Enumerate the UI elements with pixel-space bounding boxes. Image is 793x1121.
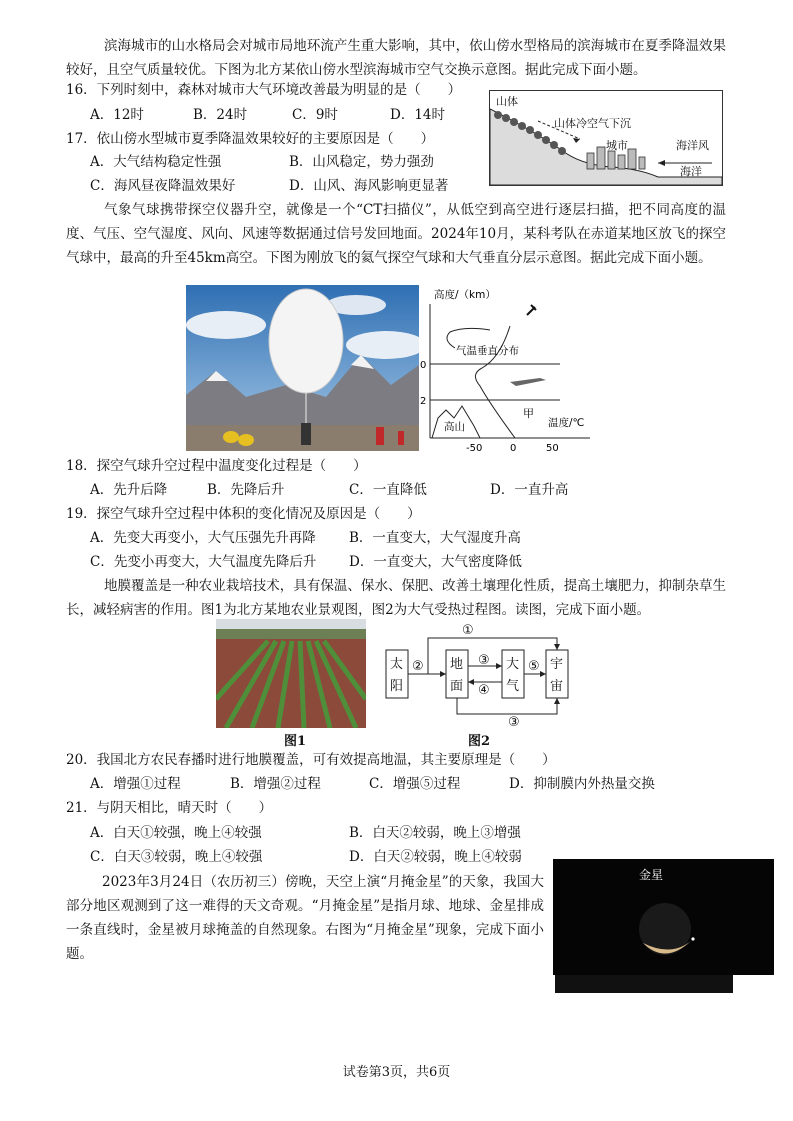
fig2-x-axis-label: 温度/℃	[548, 417, 585, 429]
q17-stem: 17．依山傍水型城市夏季降温效果较好的主要原因是（ ）	[66, 131, 435, 147]
ground-label-1: 地	[450, 657, 464, 672]
intro-paragraph-3: 地膜覆盖是一种农业栽培技术，具有保温、保水、保肥、改善土壤理化性质，提高土壤肥力，抑制杂草生长，减轻病害的作用。图1为北方某地农业景观图，图2为大气受热过程图。读图，完成下面小题。	[66, 578, 726, 618]
intro-paragraph-4: 2023年3月24日（农历初三）傍晚，天空上演“月掩金星”的天象，我国大部分地区观测到了这一难得的天文奇观。“月掩金星”是指月球、地球、金星排成一条直线时，金星被月球掩盖的自然现象。右图为“月掩金星”现象，完成下面小题。	[66, 874, 544, 962]
atmos-label-2: 气	[506, 679, 520, 694]
fig2-y-axis-label: 高度/（km）	[434, 289, 496, 301]
atmos-label-1: 大	[506, 657, 520, 672]
q21-stem: 21．与阴天相比，晴天时（ ）	[66, 800, 273, 816]
space-label-1: 宇	[550, 657, 564, 672]
q18-option-b[interactable]: B．先降后升	[207, 482, 285, 498]
q16-option-a[interactable]: A．12时	[90, 107, 144, 123]
fig1-sea-wind-label: 海洋风	[676, 139, 709, 152]
fig1-ocean-label: 海洋	[680, 165, 702, 178]
atmosphere-heating-diagram	[384, 620, 574, 728]
q21-option-a[interactable]: A．白天①较强，晚上④较强	[90, 825, 262, 841]
farmland-photo	[216, 619, 366, 728]
fig1-city-label: 城市	[606, 139, 628, 152]
venus-label: 金星	[639, 868, 664, 882]
page-footer: 试卷第3页，共6页	[342, 1065, 451, 1080]
q19-stem: 19．探空气球升空过程中体积的变化情况及原因是（ ）	[66, 506, 421, 522]
figure-caption-1: 图1	[284, 734, 307, 749]
q20-option-d[interactable]: D．抑制膜内外热量交换	[509, 776, 655, 792]
fig2-tick-x0: 0	[510, 443, 517, 454]
process-3-label: ③	[478, 653, 490, 668]
q19-option-d[interactable]: D．一直变大，大气密度降低	[349, 554, 522, 570]
q19-option-b[interactable]: B．一直变大，大气湿度升高	[349, 530, 521, 546]
q19-option-c[interactable]: C．先变小再变大，大气温度先降后升	[90, 554, 317, 570]
process-3b-label: ③	[508, 715, 520, 728]
process-5-label: ⑤	[528, 659, 540, 674]
fig2-tick-y2: 2	[420, 396, 427, 407]
process-4-label: ④	[478, 683, 490, 698]
temperature-profile-chart	[420, 286, 595, 454]
process-2-label: ②	[412, 659, 424, 674]
q18-option-a[interactable]: A．先升后降	[90, 482, 168, 498]
q18-stem: 18．探空气球升空过程中温度变化过程是（ ）	[66, 458, 367, 474]
q17-option-c[interactable]: C．海风昼夜降温效果好	[90, 178, 236, 194]
balloon-photo	[186, 285, 419, 451]
q21-option-c[interactable]: C．白天③较弱，晚上④较强	[90, 849, 263, 865]
q17-option-b[interactable]: B．山风稳定，势力强劲	[289, 154, 434, 170]
sun-label-2: 阳	[390, 679, 404, 694]
process-1-label: ①	[462, 623, 474, 638]
coastal-city-diagram	[489, 90, 723, 186]
q18-option-c[interactable]: C．一直降低	[349, 482, 427, 498]
fig1-mountain-label: 山体	[496, 95, 518, 108]
q19-option-a[interactable]: A．先变大再变小，大气压强先升再降	[90, 530, 316, 546]
q21-option-b[interactable]: B．白天②较弱，晚上③增强	[349, 825, 521, 841]
space-label-2: 宙	[550, 679, 564, 694]
fig2-tick-x-minus50: -50	[466, 443, 483, 454]
q16-option-d[interactable]: D．14时	[390, 107, 446, 123]
q18-option-d[interactable]: D．一直升高	[490, 482, 569, 498]
sun-label-1: 太	[390, 657, 404, 672]
fig2-curve-label: 气温垂直分布	[456, 345, 519, 357]
q17-option-a[interactable]: A．大气结构稳定性强	[90, 154, 222, 170]
photo-bottom-strip	[555, 975, 733, 993]
fig2-tick-x50: 50	[546, 443, 559, 454]
q20-option-a[interactable]: A．增强①过程	[90, 776, 181, 792]
q17-option-d[interactable]: D．山风、海风影响更显著	[289, 178, 449, 194]
fig1-cold-air-label: 山体冷空气下沉	[554, 117, 631, 130]
figure-caption-2: 图2	[468, 734, 491, 749]
intro-paragraph-2: 气象气球携带探空仪器升空，就像是一个“CT扫描仪”，从低空到高空进行逐层扫描，把不同高度的温度、气压、空气湿度、风向、风速等数据通过信号发回地面。2024年10月，某科考队在赤道某地区放飞的探空气球中，最高的升至45km高空。下图为刚放飞的氦气探空气球和大气垂直分层示意图。据此完成下面小题。	[66, 202, 726, 266]
q16-option-c[interactable]: C．9时	[292, 107, 338, 123]
q20-option-b[interactable]: B．增强②过程	[230, 776, 321, 792]
q21-option-d[interactable]: D．白天②较弱，晚上④较弱	[349, 849, 522, 865]
q16-option-b[interactable]: B．24时	[193, 107, 248, 123]
q20-stem: 20．我国北方农民春播时进行地膜覆盖，可有效提高地温，其主要原理是（ ）	[66, 752, 556, 768]
q20-option-c[interactable]: C．增强⑤过程	[369, 776, 461, 792]
q16-stem: 16．下列时刻中，森林对城市大气环境改善最为明显的是（ ）	[66, 82, 462, 98]
fig2-tick-y0: 0	[420, 360, 427, 371]
intro-paragraph-1: 滨海城市的山水格局会对城市局地环流产生重大影响，其中，依山傍水型格局的滨海城市在夏季降温效果较好，且空气质量较优。下图为北方某依山傍水型滨海城市空气交换示意图。据此完成下面小题。	[66, 38, 726, 78]
venus-occultation-photo	[553, 859, 774, 975]
fig2-mountain-label: 高山	[444, 421, 465, 433]
fig2-jia-label: 甲	[523, 407, 534, 420]
ground-label-2: 面	[450, 679, 464, 694]
